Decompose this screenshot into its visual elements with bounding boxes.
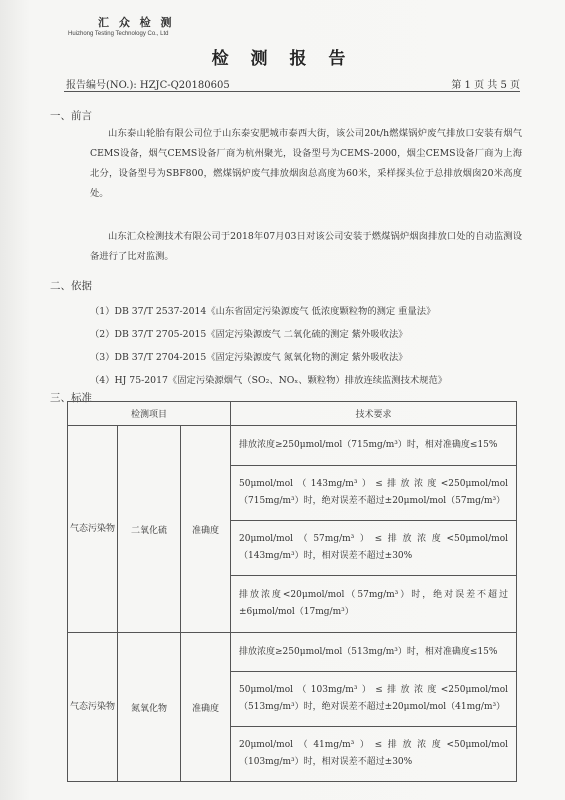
table-row (68, 633, 517, 672)
requirement-cell: 50μmol/mol（143mg/m³）≤排放浓度<250μmol/mol（715mg/m³）时，绝对误差不超过±20μmol/mol（57mg/m³） (231, 466, 517, 521)
preface-paragraph-2: 山东汇众检测技术有限公司于2018年07月03日对该公司安装于燃煤锅炉烟囱排放口处的自动监测设备进行了比对监测。 (90, 231, 522, 262)
company-logo-cn: 汇 众 检 测 (98, 16, 175, 29)
reference-item-1: （1）DB 37/T 2537-2014《山东省固定污染源废气 低浓度颗粒物的测定 重量法》 (90, 306, 436, 317)
reference-item-2: （2）DB 37/T 2705-2015《固定污染源废气 二氧化硫的测定 紫外吸收法》 (90, 329, 408, 340)
requirement-cell: 20μmol/mol（57mg/m³）≤排放浓度<50μmol/mol（143mg/m³）时，相对误差不超过±30% (231, 521, 517, 576)
category-cell: 气态污染物 (68, 426, 118, 633)
company-logo-en: Huizhong Testing Technology Co., Ltd (68, 31, 169, 37)
pollutant-cell: 氮氧化物 (118, 633, 181, 782)
section-heading-basis: 二、依据 (50, 280, 92, 292)
metric-cell: 准确度 (181, 633, 231, 782)
header-rule (64, 91, 520, 92)
requirement-cell: 排放浓度≥250μmol/mol（715mg/m³）时，相对准确度≤15% (231, 426, 517, 466)
preface-paragraph-1: 山东泰山轮胎有限公司位于山东泰安肥城市泰西大街，该公司20t/h燃煤锅炉废气排放口安装有烟气CEMS设备，烟气CEMS设备厂商为杭州聚光，设备型号为CEMS-2000，烟尘CEMS设备厂商为上海北分，设备型号为SBF800，燃煤锅炉废气排放烟囱总高度为60米，采样探头位于总排放烟囱20米高度处。 (90, 128, 522, 199)
standards-table (67, 401, 517, 782)
reference-item-4: （4）HJ 75-2017《固定污染源烟气（SO₂、NOₓ、颗粒物）排放连续监测技术规范》 (90, 375, 448, 386)
requirement-cell: 排放浓度<20μmol/mol（57mg/m³）时，绝对误差不超过±6μmol/mol（17mg/m³） (231, 576, 517, 633)
requirement-cell: 20μmol/mol（41mg/m³）≤排放浓度<50μmol/mol（103mg/m³）时，相对误差不超过±30% (231, 727, 517, 782)
section-heading-standard: 三、标准 (50, 392, 92, 404)
header-requirement: 技术要求 (231, 402, 517, 426)
page-title: 检 测 报 告 (211, 49, 354, 69)
reference-item-3: （3）DB 37/T 2704-2015《固定污染源废气 氮氧化物的测定 紫外吸收法》 (90, 352, 408, 363)
page-indicator: 第 1 页 共 5 页 (451, 80, 520, 91)
requirement-cell: 50μmol/mol（103mg/m³）≤排放浓度<250μmol/mol（513mg/m³）时，绝对误差不超过±20μmol/mol（41mg/m³） (231, 672, 517, 727)
report-info-line (66, 76, 520, 91)
requirement-cell: 排放浓度≥250μmol/mol（513mg/m³）时，相对准确度≤15% (231, 633, 517, 672)
table-header-row (68, 402, 517, 426)
section-heading-preface: 一、前言 (50, 110, 92, 122)
header-item: 检测项目 (68, 402, 231, 426)
metric-cell: 准确度 (181, 426, 231, 633)
table-row (68, 426, 517, 466)
report-number: 报告编号(NO.): HZJC-Q20180605 (66, 80, 230, 91)
pollutant-cell: 二氧化硫 (118, 426, 181, 633)
category-cell: 气态污染物 (68, 633, 118, 782)
